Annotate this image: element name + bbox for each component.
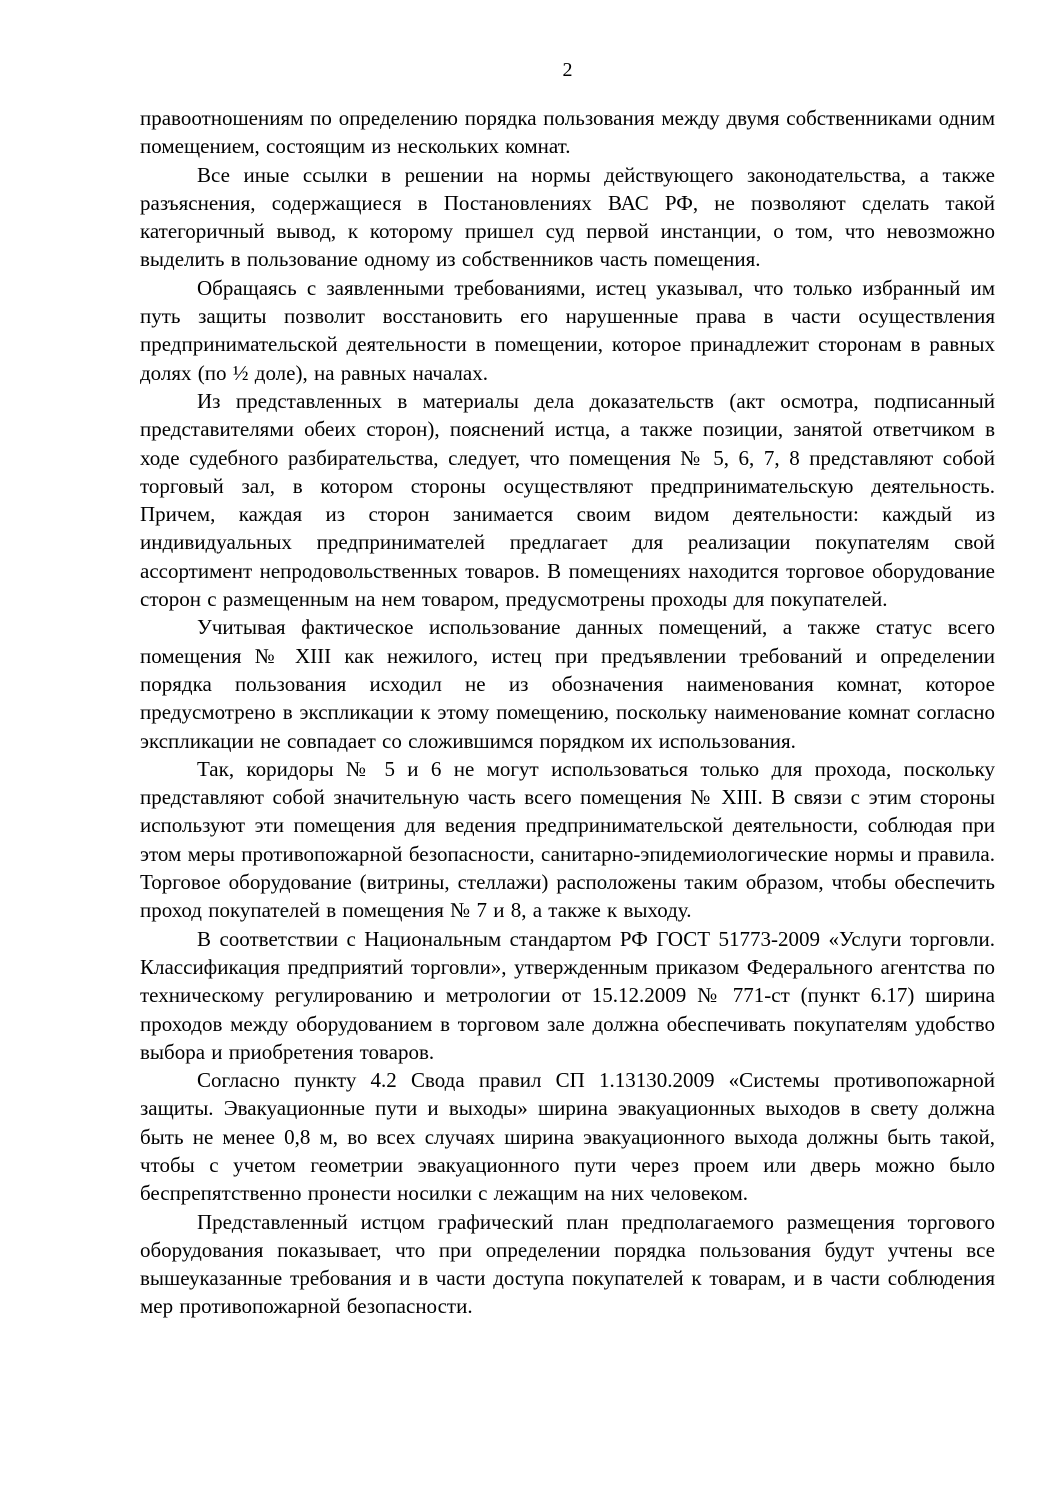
page-number: 2 — [562, 59, 573, 81]
paragraph: Представленный истцом графический план предполагаемого размещения торгового оборудования показывает, что при определении порядка пользования будут учтены все вышеуказанные требования и в части доступа покупателей к товарам, и в части соблюдения мер противопожарной безопасности. — [140, 1209, 995, 1319]
paragraph: Учитывая фактическое использование данных помещений, а также статус всего помещения № XIII как нежилого, истец при предъявлении требований и определении порядка пользования исходил не из обозначения наименования комнат, которое предусмотрено в экспликации к этому помещению, поскольку наименование комнат согласно экспликации не совпадает со сложившимся порядком их использования. — [140, 615, 995, 753]
paragraph-continuation: правоотношениям по определению порядка пользования между двумя собственниками одним помещением, состоящим из нескольких комнат. — [140, 106, 995, 159]
document-body — [140, 104, 995, 1321]
paragraph: В соответствии с Национальным стандартом РФ ГОСТ 51773-2009 «Услуги торговли. Классификация предприятий торговли», утвержденным приказом Федерального агентства по техническому регулированию и метрологии от 15.12.2009 № 771-ст (пункт 6.17) ширина проходов между оборудованием в торговом зале должна обеспечивать покупателям удобство выбора и приобретения товаров. — [140, 926, 995, 1064]
paragraph: Так, коридоры № 5 и 6 не могут использоваться только для прохода, поскольку представляют собой значительную часть всего помещения № XIII. В связи с этим стороны используют эти помещения для ведения предпринимательской деятельности, соблюдая при этом меры противопожарной безопасности, санитарно-эпидемиологические нормы и правила. Торговое оборудование (витрины, стеллажи) расположены таким образом, чтобы обеспечить проход покупателей в помещения № 7 и 8, а также к выходу. — [140, 756, 995, 923]
paragraph: Из представленных в материалы дела доказательств (акт осмотра, подписанный представителями обеих сторон), пояснений истца, а также позиции, занятой ответчиком в ходе судебного разбирательства, следует, что помещения № 5, 6, 7, 8 представляют собой торговый зал, в котором стороны осуществляют предпринимательскую деятельность. Причем, каждая из сторон занимается своим видом деятельности: каждый из индивидуальных предпринимателей предлагает для реализации покупателям свой ассортимент непродовольственных товаров. В помещениях находится торговое оборудование сторон с размещенным на нем товаром, предусмотрены проходы для покупателей. — [140, 388, 995, 612]
paragraph: Обращаясь с заявленными требованиями, истец указывал, что только избранный им путь защиты позволит восстановить его нарушенные права в части осуществления предпринимательской деятельности в помещении, которое принадлежит сторонам в равных долях (по ½ доле), на равных началах. — [140, 275, 995, 385]
paragraph: Все иные ссылки в решении на нормы действующего законодательства, а также разъяснения, содержащиеся в Постановлениях ВАС РФ, не позволяют сделать такой категоричный вывод, к которому пришел суд первой инстанции, о том, что невозможно выделить в пользование одному из собственников часть помещения. — [140, 162, 995, 272]
paragraph: Согласно пункту 4.2 Свода правил СП 1.13130.2009 «Системы противопожарной защиты. Эвакуационные пути и выходы» ширина эвакуационных выходов в свету должна быть не менее 0,8 м, во всех случаях ширина эвакуационного выхода должны быть такой, чтобы с учетом геометрии эвакуационного пути через проем или дверь можно было беспрепятственно пронести носилки с лежащим на них человеком. — [140, 1068, 995, 1206]
